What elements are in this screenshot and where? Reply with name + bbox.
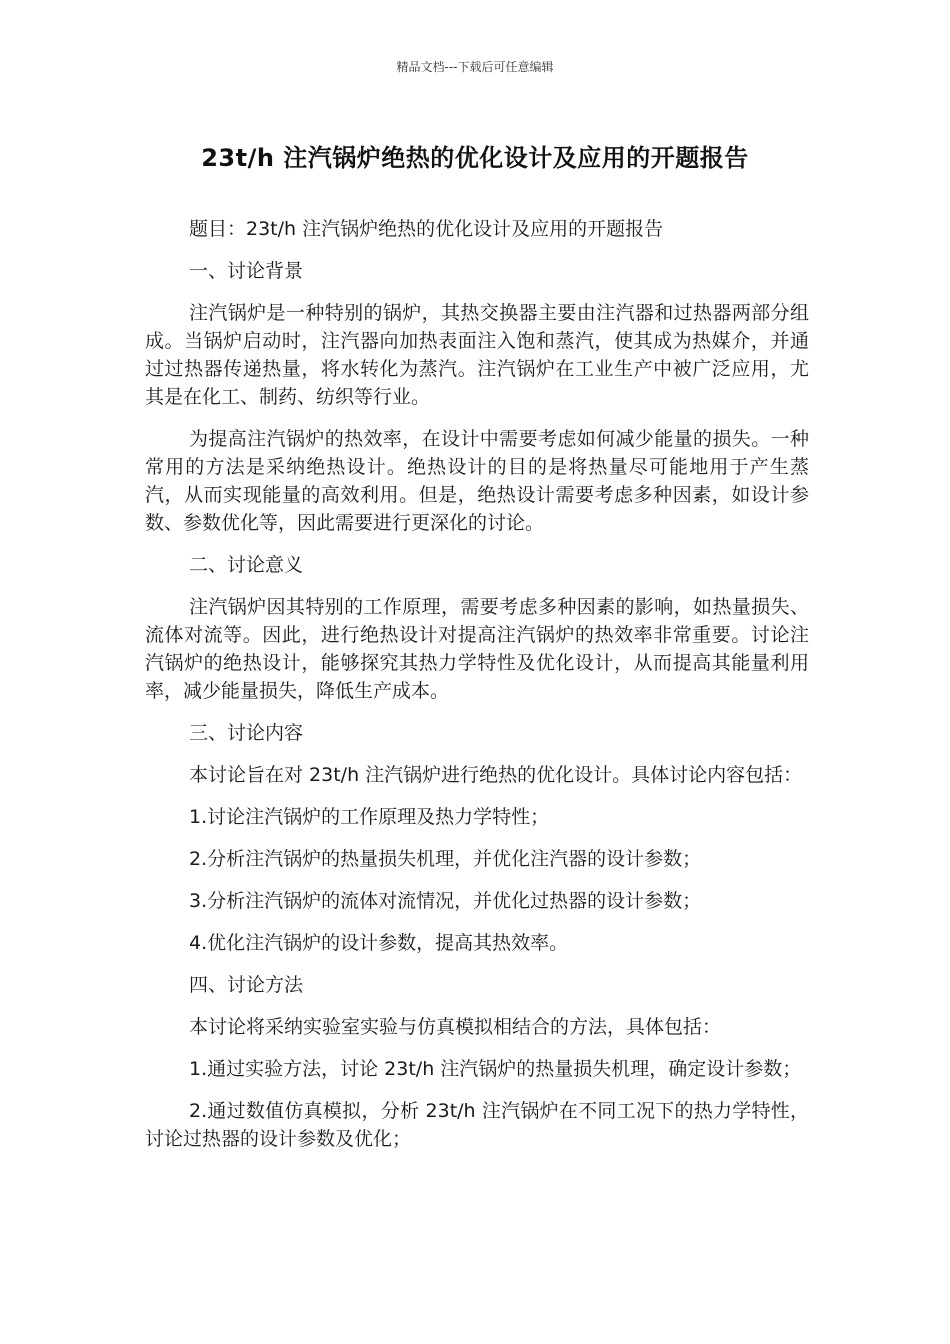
- list-item: 1.讨论注汽锅炉的工作原理及热力学特性；: [189, 806, 550, 828]
- paragraph: 注汽锅炉是一种特别的锅炉，其热交换器主要由注汽器和过热器两部分组成。当锅炉启动时，注汽器向加热表面注入饱和蒸汽，使其成为热媒介，并通过过热器传递热量，将水转化为蒸汽。注汽锅炉在工业生产中被广泛应用，尤其是在化工、制药、纺织等行业。: [145, 302, 809, 408]
- section-heading-content: 三、讨论内容: [189, 722, 304, 744]
- section-heading-method: 四、讨论方法: [189, 974, 304, 996]
- list-item: 2.分析注汽锅炉的热量损失机理，并优化注汽器的设计参数；: [189, 848, 702, 870]
- paragraph: 注汽锅炉因其特别的工作原理，需要考虑多种因素的影响，如热量损失、流体对流等。因此，进行绝热设计对提高注汽锅炉的热效率非常重要。讨论注汽锅炉的绝热设计，能够探究其热力学特性及优化设计，从而提高其能量利用率，减少能量损失，降低生产成本。: [145, 596, 809, 702]
- paragraph: 本讨论将采纳实验室实验与仿真模拟相结合的方法，具体包括：: [189, 1016, 722, 1038]
- section-heading-significance: 二、讨论意义: [189, 554, 304, 576]
- list-item: 1.通过实验方法，讨论 23t/h 注汽锅炉的热量损失机理，确定设计参数；: [189, 1058, 802, 1080]
- document-body: [145, 215, 809, 1167]
- document-title: 23t/h 注汽锅炉绝热的优化设计及应用的开题报告: [201, 144, 749, 172]
- list-item: 3.分析注汽锅炉的流体对流情况，并优化过热器的设计参数；: [189, 890, 702, 912]
- list-item: 4.优化注汽锅炉的设计参数，提高其热效率。: [189, 932, 569, 954]
- header-note: 精品文档---下载后可任意编辑: [396, 60, 554, 74]
- list-item: 2.通过数值仿真模拟，分析 23t/h 注汽锅炉在不同工况下的热力学特性，讨论过热器的设计参数及优化；: [145, 1100, 809, 1150]
- section-heading-background: 一、讨论背景: [189, 260, 304, 282]
- subject-line: 题目：23t/h 注汽锅炉绝热的优化设计及应用的开题报告: [189, 218, 664, 240]
- paragraph: 为提高注汽锅炉的热效率，在设计中需要考虑如何减少能量的损失。一种常用的方法是采纳绝热设计。绝热设计的目的是将热量尽可能地用于产生蒸汽，从而实现能量的高效利用。但是，绝热设计需要考虑多种因素，如设计参数、参数优化等，因此需要进行更深化的讨论。: [145, 428, 809, 534]
- paragraph: 本讨论旨在对 23t/h 注汽锅炉进行绝热的优化设计。具体讨论内容包括：: [189, 764, 803, 786]
